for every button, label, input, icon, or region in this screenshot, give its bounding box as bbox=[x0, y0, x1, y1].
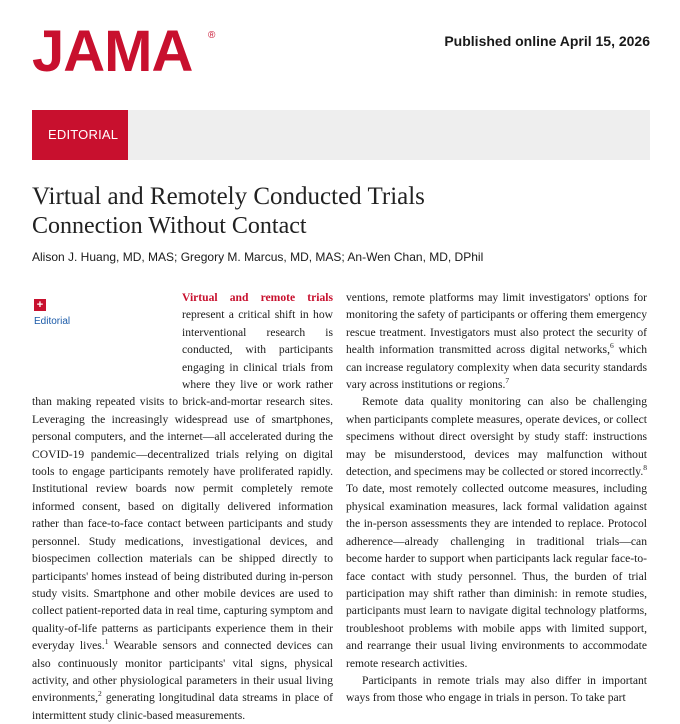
paragraph-continued bbox=[346, 289, 647, 393]
reference-marker[interactable]: 7 bbox=[505, 376, 510, 386]
article-title: Virtual and Remotely Conducted Trials bbox=[32, 183, 425, 210]
paragraph-text: represent a critical shift in how interventional research is conducted, with participants engaging in clinical trials from where they live or work rather than making repeated visits to brick-and-mortar research sites. Leveraging the increasingly widespread use of smartphones, personal computers, and the internet—all accelerated during the COVID-19 pandemic—decentralized trials relying on digital tools to engage participants remotely have proliferated rapidly. Institutional review boards now permit completely remote informed consent, based on digitally delivered information rather than face-to-face contact between participants and study personnel. Study medications, investigational devices, and biospecimen collection materials can be shipped directly to participants' homes instead of being distributed during in-person study visits. Smartphone and other mobile devices are used to collect patient-reported data in real time, capturing symptom and quality-of-life patterns as participants experience them in their everyday lives. bbox=[32, 308, 334, 653]
logo-text: JAMA bbox=[32, 19, 193, 84]
paragraph-participants: Participants in remote trials may also differ in important ways from those who engage in trials in person. To take part bbox=[346, 673, 647, 705]
related-article-box[interactable] bbox=[32, 289, 182, 393]
publication-date: Published online April 15, 2026 bbox=[444, 33, 650, 49]
plus-icon[interactable]: + bbox=[34, 299, 46, 311]
body-column-right bbox=[346, 289, 647, 707]
paragraph-text: To date, most remotely collected outcome measures, including physical examination measures, lack formal validation against the in-person assessments they are intended to replace. Protocol adherence—already challenging in traditional trials—can become harder to support when participants lack regular face-to-face contact with study personnel. Thus, the burden of trial participation may shift rather than diminish: in remote studies, participants must learn to navigate digital technology platforms, troubleshoot problems with mobile apps with limited support, and rearrange their usual living environments to accommodate remote research activities. bbox=[346, 482, 647, 670]
reference-marker[interactable]: 1 bbox=[104, 637, 109, 647]
paragraph-text: ventions, remote platforms may limit investigators' options for monitoring the safety of participants or offering them emergency rescue treatment. Investigators must also protect the security of health information transmitted across digital networks, bbox=[346, 291, 647, 357]
lead-in-phrase: Virtual and remote trials bbox=[182, 291, 333, 304]
section-label: EDITORIAL bbox=[48, 127, 119, 142]
section-tag bbox=[32, 110, 128, 160]
paragraph-text: which can increase regulatory complexity when data security standards vary across institutions or regions. bbox=[346, 343, 648, 392]
paragraph-text: generating longitudinal data streams in place of intermittent study clinic-based measurements. bbox=[32, 691, 333, 722]
reference-marker[interactable]: 2 bbox=[98, 689, 102, 699]
paragraph-text: Remote data quality monitoring can also be challenging when participants complete measures, operate devices, or collect specimens without direct oversight by study staff: instructions may be misunderstood, devices may malfunction without detection, and specimens may be collected or stored incorrectly. bbox=[346, 395, 647, 479]
paragraph-data-quality bbox=[346, 393, 647, 672]
reference-marker[interactable]: 6 bbox=[609, 341, 614, 351]
body-column-left bbox=[32, 289, 333, 724]
reference-marker[interactable]: 8 bbox=[643, 463, 647, 473]
paragraph-intro bbox=[32, 289, 333, 724]
section-banner bbox=[32, 110, 650, 160]
registered-mark: ® bbox=[208, 30, 216, 41]
author-list: Alison J. Huang, MD, MAS; Gregory M. Marcus, MD, MAS; An-Wen Chan, MD, DPhil bbox=[32, 250, 484, 264]
editorial-link[interactable]: Editorial bbox=[34, 316, 71, 327]
article-subtitle: Connection Without Contact bbox=[32, 213, 307, 239]
jama-logo bbox=[32, 19, 216, 84]
paragraph-text: Wearable sensors and connected devices can also continuously monitor participants' vital signs, physical activity, and other physiological parameters in their usual living environments, bbox=[32, 639, 333, 705]
